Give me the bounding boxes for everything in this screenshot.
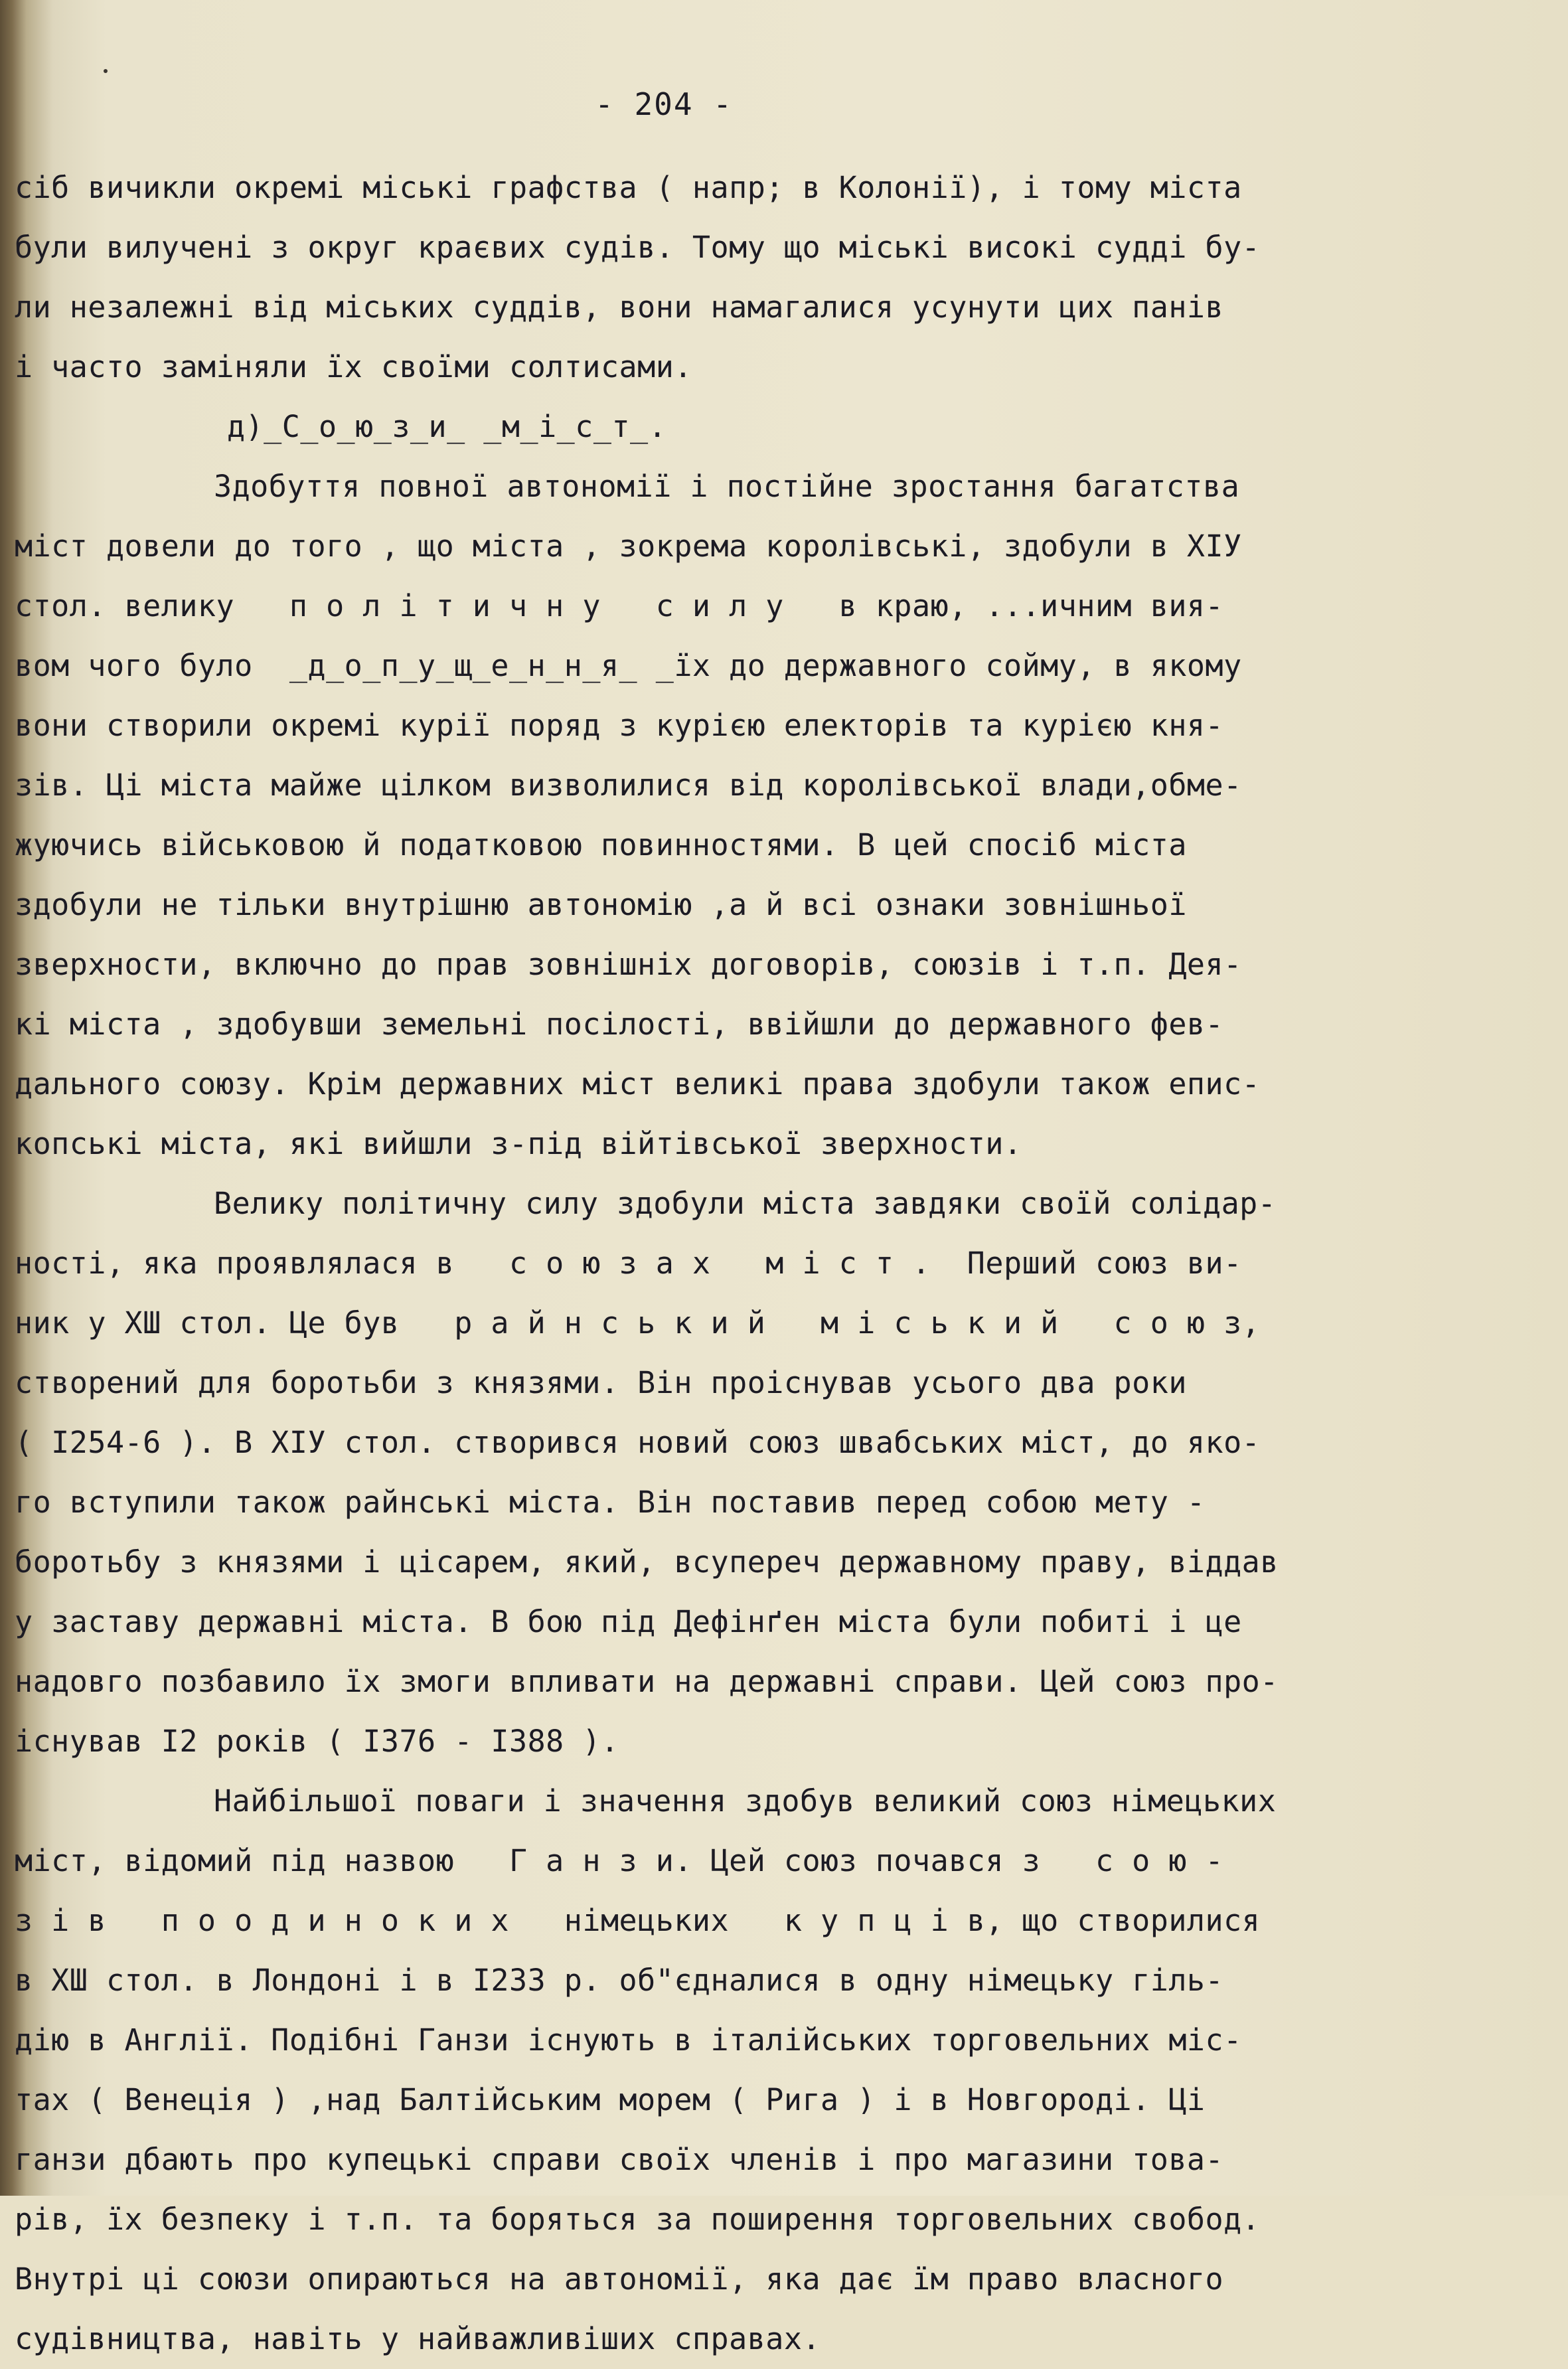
text-line-6: Здобуття повної автономії і постійне зростання багатства	[214, 469, 1240, 504]
text-line-33: тах ( Венеція ) ,над Балтійським морем ( Рига ) і в Новгороді. Ці	[15, 2082, 1206, 2117]
section-heading: д)_С_о_ю_з_и_ _м_і_с_т_.	[227, 409, 667, 444]
text-line-8: стол. велику п о л і т и ч н у с и л у в краю, ...ичним вия-	[15, 588, 1224, 623]
text-line-4: і часто заміняли їх своїми солтисами.	[15, 349, 692, 384]
text-line-28: Найбільшої поваги і значення здобув великий союз німецьких	[214, 1783, 1277, 1819]
text-line-10: вони створили окремі курії поряд з курією електорів та курією кня-	[15, 708, 1224, 743]
text-line-7: міст довели до того , що міста , зокрема королівські, здобули в XIУ	[15, 529, 1242, 564]
text-line-9: вом чого було _д_о_п_у_щ_е_н_н_я_ _їх до державного сойму, в якому	[15, 648, 1242, 683]
text-line-11: зів. Ці міста майже цілком визволилися від королівської влади,обме-	[15, 768, 1242, 803]
text-line-13: здобули не тільки внутрішню автономію ,а й всі ознаки зовнішньої	[15, 887, 1187, 922]
text-line-24: боротьбу з князями і цісарем, який, всупереч державному праву, віддав	[15, 1544, 1279, 1580]
text-line-18: Велику політичну силу здобули міста завдяки своїй солідар-	[214, 1186, 1277, 1221]
body-text	[15, 158, 1541, 2369]
text-line-21: створений для боротьби з князями. Він проіснував усього два роки	[15, 1365, 1187, 1400]
text-line-32: дію в Англії. Подібні Ганзи існують в італійських торговельних міс-	[15, 2022, 1242, 2058]
text-line-1: сіб вичикли окремі міські графства ( напр; в Колонії), і тому міста	[15, 170, 1242, 205]
text-line-19: ності, яка проявлялася в с о ю з а х м і с т . Перший союз ви-	[15, 1246, 1242, 1281]
text-line-35: рів, їх безпеку і т.п. та боряться за поширення торговельних свобод.	[15, 2202, 1261, 2237]
text-line-20: ник у ХШ стол. Це був р а й н с ь к и й м і с ь к и й с о ю з,	[15, 1305, 1261, 1341]
text-line-30: з і в п о о д и н о к и х німецьких к у п ц і в, що створилися	[15, 1903, 1261, 1938]
text-line-22: ( I254-6 ). В XIУ стол. створився новий союз швабських міст, до яко-	[15, 1425, 1261, 1460]
ink-dot	[104, 69, 108, 73]
text-line-17: копські міста, які вийшли з-під війтівської зверхности.	[15, 1126, 1022, 1161]
text-line-3: ли незалежні від міських суддів, вони намагалися усунути цих панів	[15, 289, 1224, 325]
text-line-27: існував I2 років ( I376 - I388 ).	[15, 1724, 619, 1759]
text-line-2: були вилучені з округ краєвих судів. Тому що міські високі судді бу-	[15, 230, 1261, 265]
text-line-15: кі міста , здобувши земельні посілості, ввійшли до державного фев-	[15, 1007, 1224, 1042]
text-line-14: зверхности, включно до прав зовнішніх договорів, союзів і т.п. Дея-	[15, 947, 1242, 982]
text-line-34: ганзи дбають про купецькі справи своїх членів і про магазини това-	[15, 2142, 1224, 2177]
text-line-23: го вступили також райнські міста. Він поставив перед собою мету -	[15, 1485, 1206, 1520]
text-line-36: Внутрі ці союзи опираються на автономії, яка дає їм право власного	[15, 2261, 1224, 2297]
text-line-25: у заставу державні міста. В бою під Дефінґен міста були побиті і це	[15, 1604, 1242, 1639]
text-line-16: дального союзу. Крім державних міст великі права здобули також епис-	[15, 1066, 1261, 1102]
text-line-31: в ХШ стол. в Лондоні і в I233 р. об"єдналися в одну німецьку гіль-	[15, 1963, 1224, 1998]
text-line-29: міст, відомий під назвою Г а н з и. Цей союз почався з с о ю -	[15, 1843, 1224, 1878]
text-line-12: жуючись військовою й податковою повинностями. В цей спосіб міста	[15, 827, 1187, 862]
page-number: - 204 -	[595, 86, 733, 122]
text-line-26: надовго позбавило їх змоги впливати на державні справи. Цей союз про-	[15, 1664, 1279, 1699]
text-line-37: судівництва, навіть у найважливіших справах.	[15, 2321, 821, 2356]
